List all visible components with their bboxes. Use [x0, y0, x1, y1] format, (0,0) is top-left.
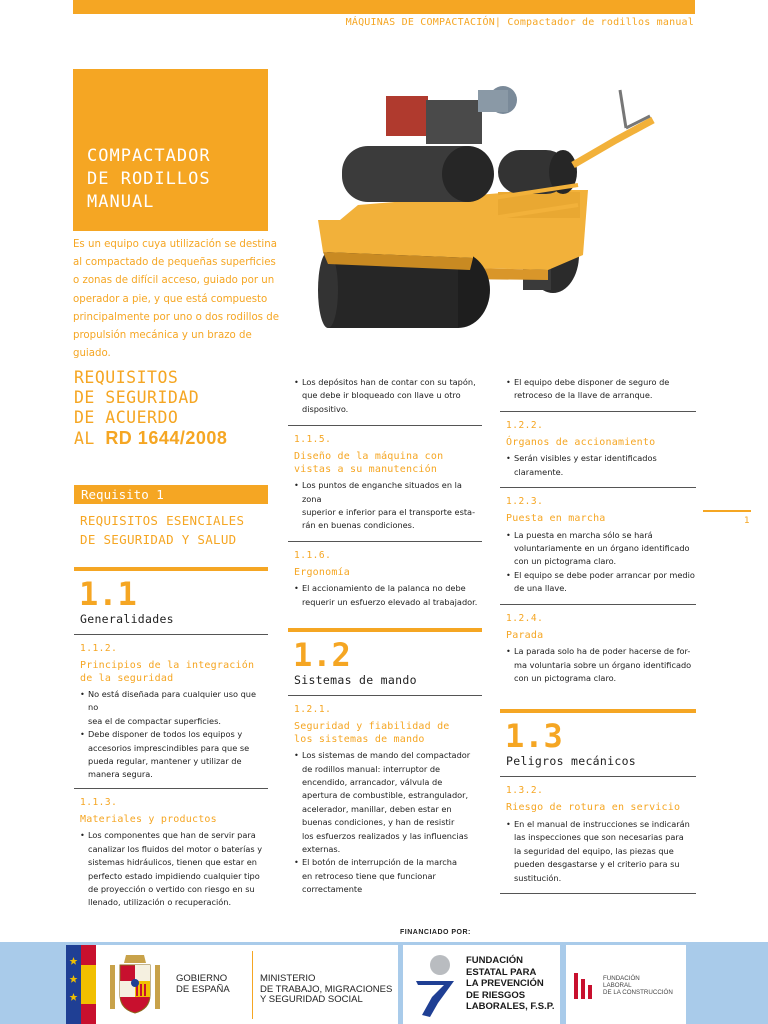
section-rule [500, 709, 696, 713]
list-item: • La parada solo ha de poder hacerse de for- ma voluntaria sobre un órgano identificado con un pictograma claro. [506, 645, 696, 685]
divider [252, 951, 253, 1019]
divider [500, 411, 696, 412]
bullet-list [80, 688, 268, 782]
section-title: Peligros mecánicos [506, 754, 637, 769]
subsection-number: 1.2.4. [506, 612, 544, 624]
intro-line: Es un equipo cuya utilización se destina [73, 239, 277, 250]
title-line: COMPACTADOR [87, 146, 211, 166]
subsection-title: Puesta en marcha [506, 513, 606, 525]
intro-line: propulsión mecánica y un brazo de guiado. [73, 330, 252, 360]
list-item: • Los puntos de enganche situados en la zona superior e inferior para el transporte esta- rán en buenas condiciones. [294, 479, 482, 533]
spain-coat-of-arms-icon [106, 951, 164, 1019]
title-line: DE RODILLOS [87, 169, 211, 189]
req-sub-line: REQUISITOS ESENCIALES [80, 513, 245, 528]
subsection-title: Materiales y productos [80, 813, 217, 825]
subsection-title: Parada [506, 629, 544, 641]
list-item: • El botón de interrupción de la marcha en retroceso tiene que funcionar correctamente [294, 856, 482, 896]
column-1 [74, 567, 268, 910]
divider [500, 604, 696, 605]
fundacion-laboral-logo-icon [574, 973, 596, 999]
subsection-number: 1.1.2. [80, 643, 118, 654]
requirement-badge: Requisito 1 [74, 485, 268, 504]
government-logo-block [66, 945, 398, 1024]
section-title: Sistemas de mando [294, 673, 417, 688]
roller-compactor-illustration [298, 80, 668, 340]
list-item: • Los sistemas de mando del compactador de rodillos manual: interruptor de encendido, arrancador, válvula de apertura de combustible, estrangulador, acelerador, manillar, deben estar en buenas condiciones, y han de resistir los esfuerzos realizados y las influencias externas. [294, 749, 482, 856]
government-label: GOBIERNO DE ESPAÑA [176, 973, 230, 995]
top-accent-bar [73, 0, 695, 14]
running-head: MÁQUINAS DE COMPACTACIÓN| Compactador de rodillos manual [345, 17, 694, 28]
subsection-title: Ergonomía [294, 566, 350, 578]
section-rule [288, 628, 482, 632]
bullet-list [506, 645, 696, 685]
bullet-list [294, 479, 482, 533]
financed-by-label: FINANCIADO POR: [400, 929, 471, 936]
list-item: • Serán visibles y estar identificados claramente. [506, 452, 696, 479]
subsection-number: 1.3.2. [506, 785, 544, 797]
fundacion-laboral-label: FUNDACIÓN LABORAL DE LA CONSTRUCCIÓN [603, 975, 673, 996]
section-title: Generalidades [80, 612, 174, 626]
footer-band [0, 942, 768, 1024]
req-title-line: DE ACUERDO [74, 408, 179, 427]
page-number: 1 [744, 516, 750, 526]
divider [74, 634, 268, 635]
page-marker [703, 510, 751, 512]
divider [500, 487, 696, 488]
column-2 [288, 376, 482, 897]
divider [500, 893, 696, 894]
list-item: • El equipo se debe poder arrancar por medio de una llave. [506, 569, 696, 596]
eu-spain-flag-icon [66, 945, 96, 1024]
list-item: • Los depósitos han de contar con su tapón, que debe ir bloqueado con llave u otro dispositivo. [294, 376, 482, 416]
list-item: • El equipo debe disponer de seguro de retroceso de la llave de arranque. [506, 376, 696, 403]
intro-line: al compactado de pequeñas superficies [73, 257, 276, 269]
subsection-number: 1.1.3. [80, 796, 118, 808]
bullet-list [506, 452, 696, 479]
list-item: • Debe disponer de todos los equipos y accesorios imprescindibles para que se pueda regular, mantener y utilizar de manera segura. [80, 728, 268, 782]
section-rule [74, 567, 268, 571]
intro-paragraph [73, 236, 288, 363]
ministry-label: MINISTERIO DE TRABAJO, MIGRACIONES Y SEGURIDAD SOCIAL [260, 973, 393, 1005]
subsection-number: 1.2.1. [294, 704, 332, 716]
bullet-list [506, 376, 696, 403]
list-item: • Los componentes que han de servir para canalizar los fluidos del motor o baterías y sistemas hidráulicos, tienen que estar en perfecto estado impidiendo cualquier tipo de proyección o vertido con riesgo en su llenado, utilización o recuperación. [80, 829, 268, 909]
bullet-list [294, 749, 482, 896]
column-3 [500, 376, 696, 894]
req-title-line: REQUISITOS [74, 368, 179, 387]
divider [74, 788, 268, 789]
title-box [73, 69, 268, 231]
bullet-list [294, 376, 482, 416]
list-item: • En el manual de instrucciones se indicarán las inspecciones que son necesarias para la seguridad del equipo, las piezas que pueden desgastarse y el criterio para su sustitución. [506, 818, 696, 885]
subsection-title: Seguridad y fiabilidad de los sistemas de mando [294, 721, 450, 745]
divider [288, 425, 482, 426]
intro-line: principalmente por uno o dos rodillos de [73, 311, 279, 323]
intro-line: operador a pie, y que está compuesto [73, 293, 268, 305]
bullet-list [506, 818, 696, 885]
divider [288, 541, 482, 542]
divider [288, 695, 482, 696]
requirement-subtitle [80, 511, 244, 549]
section-number-1-3: 1.3 [505, 717, 563, 756]
list-item: • No está diseñada para cualquier uso que no sea el de compactar superficies. [80, 688, 268, 728]
subsection-number: 1.2.2. [506, 419, 544, 431]
divider [500, 776, 696, 777]
list-item: • El accionamiento de la palanca no debe requerir un esfuerzo elevado al trabajador. [294, 582, 482, 609]
title-line: MANUAL [87, 192, 155, 212]
subsection-number: 1.1.5. [294, 434, 332, 446]
req-title-line: DE SEGURIDAD [74, 388, 200, 407]
bullet-list [506, 529, 696, 596]
subsection-title: Principios de la integración de la seguridad [80, 660, 255, 684]
intro-line: o zonas de difícil acceso, guiado por un [73, 275, 275, 287]
bullet-list [80, 829, 268, 909]
subsection-title: Órganos de accionamiento [506, 436, 656, 448]
section-number-1-2: 1.2 [293, 636, 351, 675]
bullet-list [294, 582, 482, 609]
subsection-title: Riesgo de rotura en servicio [506, 802, 681, 814]
fundacion-estatal-label: FUNDACIÓN ESTATAL PARA LA PREVENCIÓN DE RIESGOS LABORALES, F.S.P. [466, 955, 555, 1012]
req-title-prefix: AL [74, 429, 106, 448]
req-sub-line: DE SEGURIDAD Y SALUD [80, 532, 237, 547]
rd-reference: RD 1644/2008 [105, 428, 228, 448]
fundacion-estatal-logo-icon [408, 951, 464, 1019]
subsection-number: 1.1.6. [294, 549, 332, 561]
section-number-1-1: 1.1 [79, 575, 137, 613]
subsection-title: Diseño de la máquina con vistas a su manutención [294, 451, 444, 475]
fundacion-estatal-logo-block [403, 945, 560, 1024]
document-title [87, 145, 211, 214]
list-item: • La puesta en marcha sólo se hará voluntariamente en un órgano identificado con un pictograma claro. [506, 529, 696, 569]
subsection-number: 1.2.3. [506, 496, 544, 508]
fundacion-laboral-logo-block [566, 945, 686, 1024]
requirements-title [74, 368, 227, 449]
